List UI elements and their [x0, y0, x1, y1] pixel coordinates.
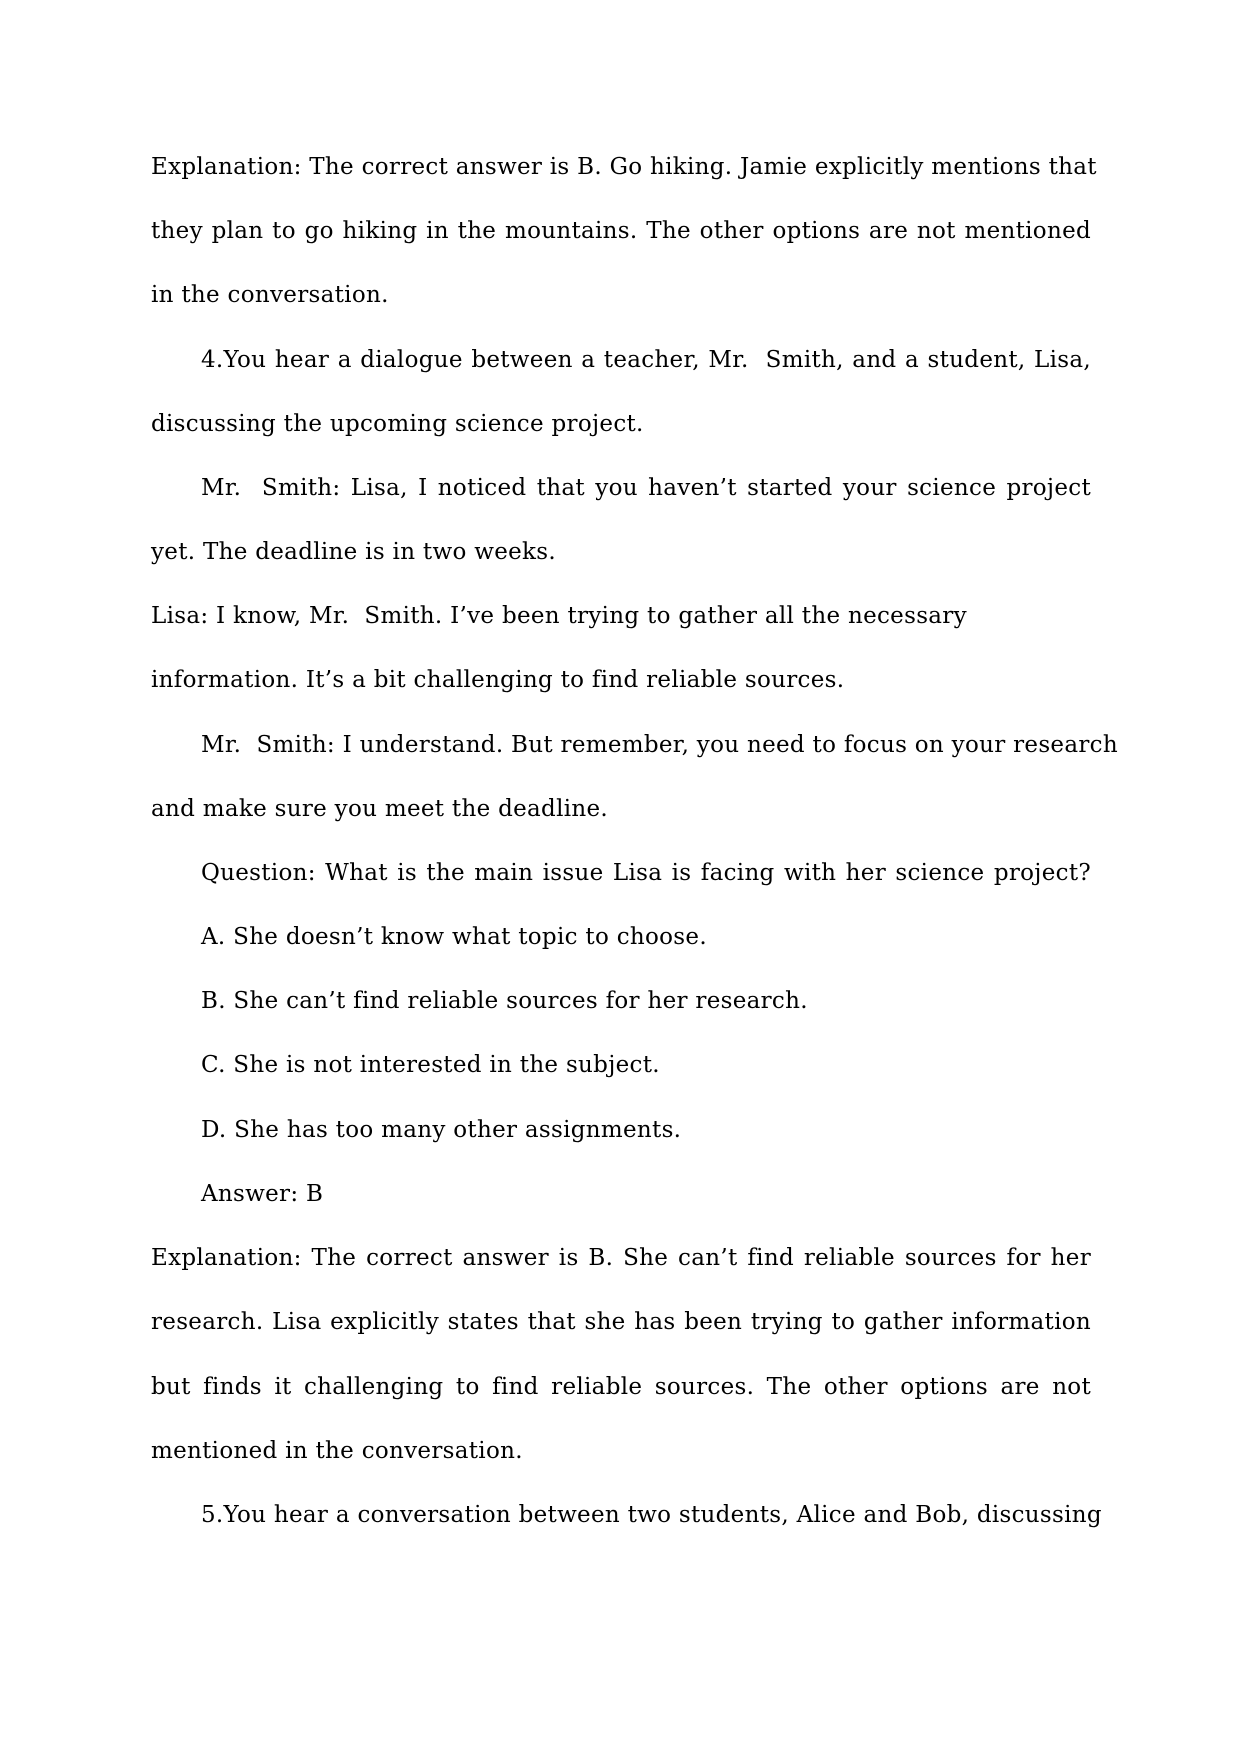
question-4-intro: 4.You hear a dialogue between a teacher, Mr. Smith, and a student, Lisa, [201, 347, 1091, 373]
option-a: A. She doesn’t know what topic to choose. [201, 924, 707, 950]
question-text: Question: What is the main issue Lisa is facing with her science project? [201, 860, 1091, 886]
text-line: in the conversation. [151, 282, 389, 308]
explanation-line: Explanation: The correct answer is B. She can’t find reliable sources for her [151, 1245, 1091, 1271]
text-line: Explanation: The correct answer is B. Go hiking. Jamie explicitly mentions that [151, 154, 1097, 180]
text-line: and make sure you meet the deadline. [151, 796, 609, 822]
text-line: information. It’s a bit challenging to find reliable sources. [151, 667, 845, 693]
text-line: but finds it challenging to find reliable sources. The other options are not [151, 1374, 1091, 1400]
question-5-intro: 5.You hear a conversation between two students, Alice and Bob, discussing [201, 1502, 1102, 1528]
dialogue-line: Mr. Smith: Lisa, I noticed that you haven’t started your science project [201, 475, 1091, 501]
text-line: mentioned in the conversation. [151, 1438, 523, 1464]
option-b: B. She can’t find reliable sources for her research. [201, 988, 808, 1014]
answer-line: Answer: B [201, 1181, 324, 1207]
dialogue-line: Lisa: I know, Mr. Smith. I’ve been trying to gather all the necessary [151, 603, 967, 629]
text-line: research. Lisa explicitly states that she has been trying to gather information [151, 1309, 1091, 1335]
text-line: they plan to go hiking in the mountains. The other options are not mentioned [151, 218, 1091, 244]
option-c: C. She is not interested in the subject. [201, 1052, 660, 1078]
text-line: yet. The deadline is in two weeks. [151, 539, 556, 565]
text-line: discussing the upcoming science project. [151, 411, 644, 437]
option-d: D. She has too many other assignments. [201, 1117, 682, 1143]
dialogue-line: Mr. Smith: I understand. But remember, you need to focus on your research [201, 732, 1118, 758]
